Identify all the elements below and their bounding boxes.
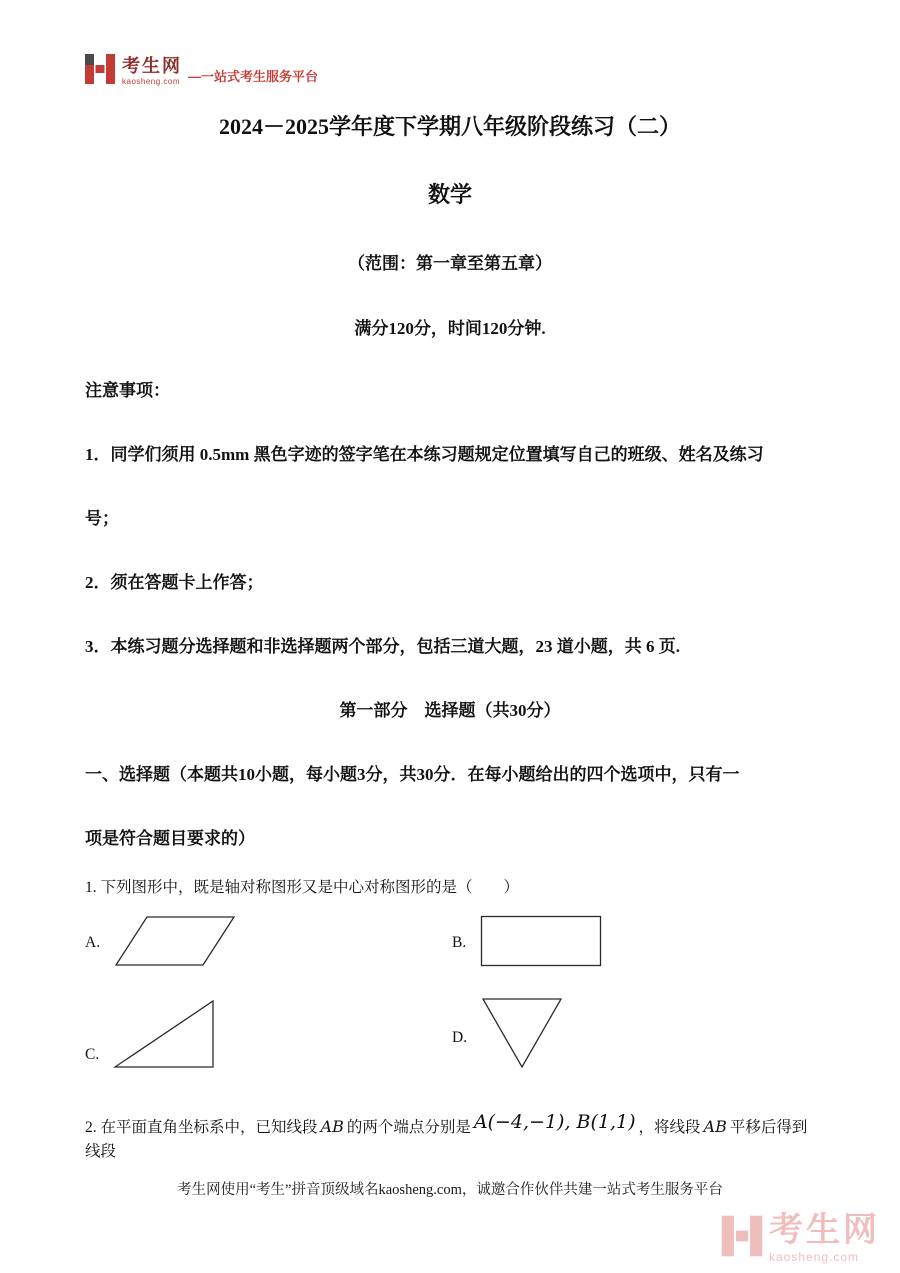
part-one-desc-line-1: 一、选择题（本题共10小题，每小题3分，共30分．在每小题给出的四个选项中，只有一 [85,765,740,784]
q2-segment-ab-2: AB [703,1117,727,1137]
exam-scope: （范围：第一章至第五章） [348,254,552,273]
option-a-label: A. [85,934,101,952]
q2-coordinates: A(−4,−1), B(1,1) [473,1111,636,1134]
site-header [85,52,815,86]
kaosheng-watermark-icon [721,1213,763,1259]
q2-text-3: ，将线段 [638,1119,701,1137]
option-c [85,997,452,1069]
q2-text-2: 的两个端点分别是 [346,1119,471,1137]
rectangle-shape [480,915,602,967]
q2-segment-ab-1: AB [320,1117,344,1137]
brand-text-block [122,57,182,86]
exam-subject: 数学 [427,182,472,207]
note-1-line-1: 1．同学们须用 0.5mm 黑色字迹的签字笔在本练习题规定位置填写自己的班级、姓名及练习 [85,445,764,464]
question-2-text [85,1113,815,1163]
note-2: 2．须在答题卡上作答； [85,573,264,592]
watermark-domain: kaosheng.com [769,1250,860,1264]
note-3: 3．本练习题分选择题和非选择题两个部分，包括三道大题，23 道小题，共 6 页. [85,637,680,656]
part-one-desc-line-2: 项是符合题目要求的） [85,829,255,848]
option-d [452,997,563,1069]
kaosheng-logo-icon [85,52,115,86]
watermark-name: 考生网 [769,1211,880,1249]
parallelogram-shape [114,915,236,967]
note-1-line-2: 号； [85,509,119,528]
question-1-options-row-1 [85,915,815,967]
right-triangle-shape [113,999,215,1069]
question-1-options-row-2 [85,997,815,1069]
brand-name: 考生网 [122,56,182,76]
part-one-title: 第一部分 选择题（共30分） [339,701,561,720]
option-b [452,915,602,967]
footer-text: 考生网使用“考生”拼音顶级域名kaosheng.com，诚邀合作伙伴共建一站式考生服务平台 [177,1182,723,1198]
q2-text-1: 2. 在平面直角坐标系中，已知线段 [85,1119,318,1137]
brand-tagline: —一站式考生服务平台 [188,69,319,84]
exam-title: 2024－2025学年度下学期八年级阶段练习（二） [218,114,681,139]
footer-watermark [721,1213,880,1263]
option-a [85,915,452,967]
option-b-label: B. [452,934,467,952]
inverted-triangle-shape [481,997,563,1069]
notes-heading: 注意事项： [85,381,170,400]
exam-score-time: 满分120分，时间120分钟. [354,319,546,338]
q2-text-4: 平移后得到线段 [85,1119,808,1161]
question-1-text: 1. 下列图形中，既是轴对称图形又是中心对称图形的是（ ） [85,879,520,896]
option-d-label: D. [452,1029,468,1047]
option-c-label: C. [85,1046,100,1064]
watermark-text-block [769,1213,880,1263]
brand-domain: kaosheng.com [122,77,181,86]
